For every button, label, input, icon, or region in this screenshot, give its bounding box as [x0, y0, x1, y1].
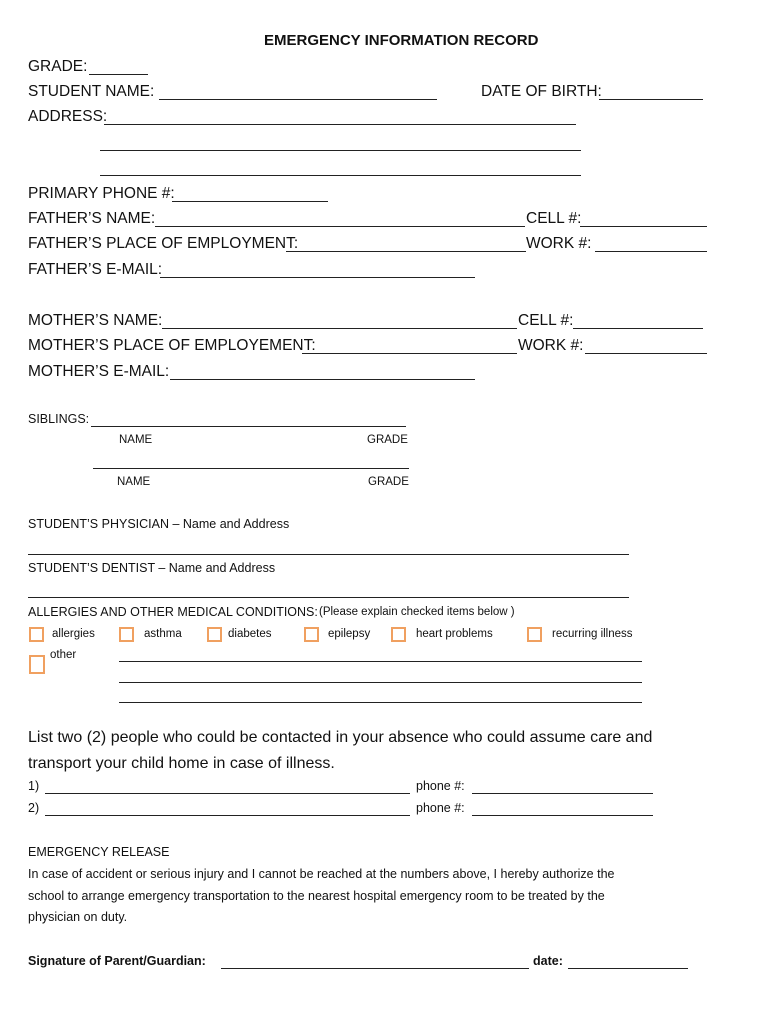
mother-employment-label: MOTHER’S PLACE OF EMPLOYEMENT:: [28, 337, 316, 354]
diabetes-label: diabetes: [228, 628, 272, 640]
student-name-label: STUDENT NAME:: [28, 83, 155, 100]
epilepsy-label: epilepsy: [328, 628, 371, 640]
mother-cell-label: CELL #:: [518, 312, 574, 329]
sibling-name-caption: NAME: [119, 434, 153, 446]
father-email-field[interactable]: [160, 277, 475, 278]
dob-label: DATE OF BIRTH:: [481, 83, 602, 100]
primary-phone-label: PRIMARY PHONE #:: [28, 185, 175, 202]
medical-explain-line-2[interactable]: [119, 682, 642, 683]
contact-2-phone-label: phone #:: [416, 801, 465, 815]
form-title: EMERGENCY INFORMATION RECORD: [264, 32, 539, 49]
allergies-label: allergies: [52, 628, 95, 640]
mother-work-label: WORK #:: [518, 337, 584, 354]
contact-1-phone-label: phone #:: [416, 779, 465, 793]
release-heading: EMERGENCY RELEASE: [28, 845, 170, 859]
address-field-2[interactable]: [100, 150, 581, 151]
student-name-field[interactable]: [159, 99, 437, 100]
mother-email-field[interactable]: [170, 379, 475, 380]
father-name-field[interactable]: [155, 226, 525, 227]
allergies-checkbox[interactable]: [29, 627, 44, 642]
father-cell-label: CELL #:: [526, 210, 582, 227]
primary-phone-field[interactable]: [172, 201, 328, 202]
dentist-label: STUDENT’S DENTIST – Name and Address: [28, 561, 276, 575]
father-work-label: WORK #:: [526, 235, 592, 252]
physician-field[interactable]: [28, 554, 629, 555]
address-field-1[interactable]: [104, 124, 576, 125]
release-line-2: school to arrange emergency transportation to the nearest hospital emergency room to be treated by the: [28, 889, 605, 903]
contact-1-phone-field[interactable]: [472, 793, 653, 794]
other-checkbox[interactable]: [29, 655, 45, 674]
release-line-1: In case of accident or serious injury and I cannot be reached at the numbers above, I hereby authorize the: [28, 867, 615, 881]
sibling-grade-caption: GRADE: [367, 434, 408, 446]
mother-email-label: MOTHER’S E-MAIL:: [28, 363, 170, 380]
diabetes-checkbox[interactable]: [207, 627, 222, 642]
recurring-illness-label: recurring illness: [552, 628, 633, 640]
dob-field[interactable]: [599, 99, 703, 100]
medical-note: (Please explain checked items below ): [319, 606, 515, 618]
address-field-3[interactable]: [100, 175, 581, 176]
physician-label: STUDENT’S PHYSICIAN – Name and Address: [28, 517, 290, 531]
father-email-label: FATHER’S E-MAIL:: [28, 261, 163, 278]
heart-problems-checkbox[interactable]: [391, 627, 406, 642]
medical-explain-line-3[interactable]: [119, 702, 642, 703]
dentist-field[interactable]: [28, 597, 629, 598]
mother-name-field[interactable]: [162, 328, 517, 329]
father-employment-field[interactable]: [286, 251, 526, 252]
father-work-field[interactable]: [595, 251, 707, 252]
sibling-name-caption: NAME: [117, 476, 151, 488]
other-label: other: [50, 649, 77, 661]
contact-2-phone-field[interactable]: [472, 815, 653, 816]
date-label: date:: [533, 954, 563, 968]
grade-label: GRADE:: [28, 58, 88, 75]
medical-heading: ALLERGIES AND OTHER MEDICAL CONDITIONS:: [28, 605, 318, 619]
mother-employment-field[interactable]: [302, 353, 517, 354]
contacts-instruction-line-2: transport your child home in case of illness.: [28, 755, 335, 772]
father-employment-label: FATHER’S PLACE OF EMPLOYMENT:: [28, 235, 299, 252]
medical-explain-line-1[interactable]: [119, 661, 642, 662]
heart-problems-label: heart problems: [416, 628, 493, 640]
contact-1-field[interactable]: [45, 793, 410, 794]
grade-field[interactable]: [89, 74, 148, 75]
recurring-illness-checkbox[interactable]: [527, 627, 542, 642]
sibling-field-1[interactable]: [91, 426, 406, 427]
siblings-label: SIBLINGS:: [28, 412, 90, 426]
father-cell-field[interactable]: [580, 226, 707, 227]
sibling-grade-caption: GRADE: [368, 476, 409, 488]
contacts-instruction-line-1: List two (2) people who could be contacted in your absence who could assume care and: [28, 729, 653, 746]
mother-work-field[interactable]: [585, 353, 707, 354]
asthma-checkbox[interactable]: [119, 627, 134, 642]
mother-name-label: MOTHER’S NAME:: [28, 312, 163, 329]
contact-2-number: 2): [28, 801, 40, 815]
signature-label: Signature of Parent/Guardian:: [28, 954, 206, 968]
signature-field[interactable]: [221, 968, 529, 969]
release-line-3: physician on duty.: [28, 910, 128, 924]
father-name-label: FATHER’S NAME:: [28, 210, 156, 227]
contact-1-number: 1): [28, 779, 40, 793]
contact-2-field[interactable]: [45, 815, 410, 816]
sibling-field-2[interactable]: [93, 468, 409, 469]
epilepsy-checkbox[interactable]: [304, 627, 319, 642]
date-field[interactable]: [568, 968, 688, 969]
asthma-label: asthma: [144, 628, 182, 640]
address-label: ADDRESS:: [28, 108, 108, 125]
mother-cell-field[interactable]: [573, 328, 703, 329]
